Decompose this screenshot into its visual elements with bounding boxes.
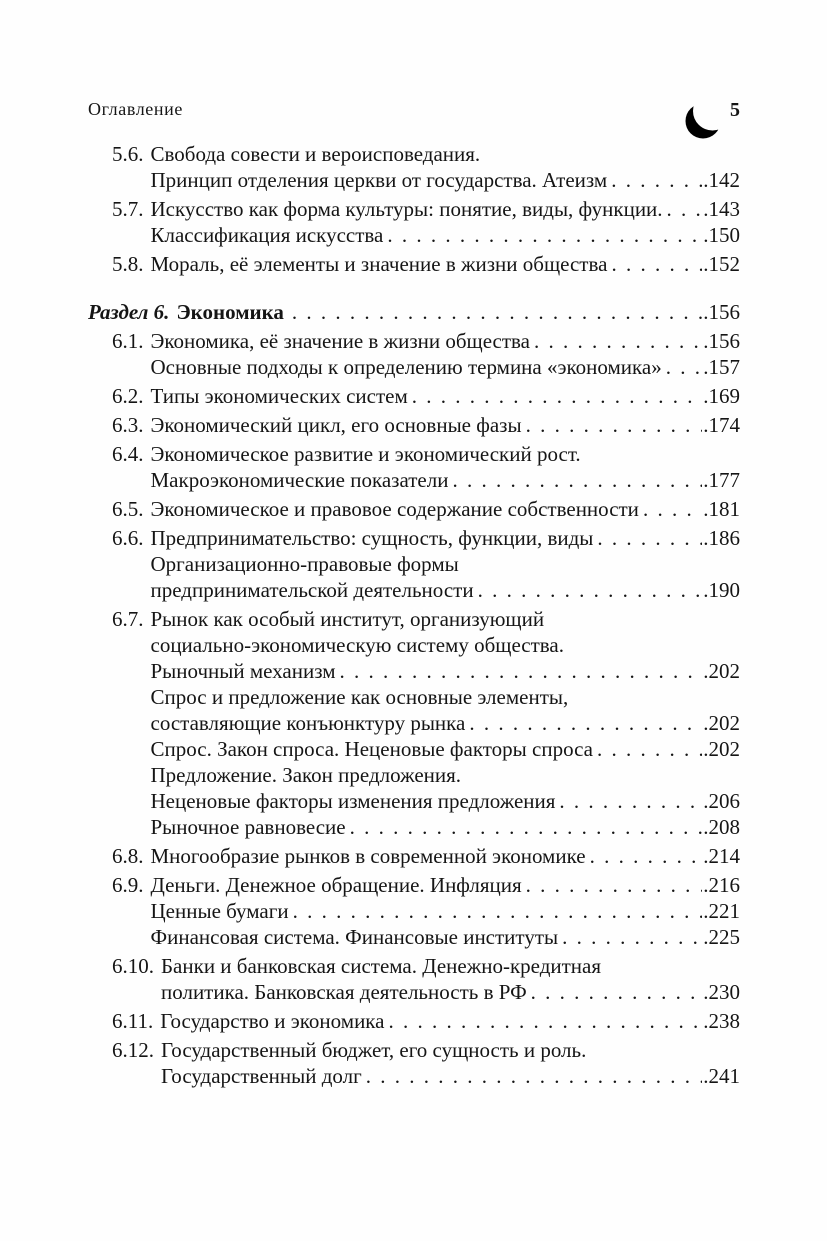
entry-page-number: . 152 bbox=[703, 251, 740, 277]
entry-number: 5.8. bbox=[112, 252, 144, 276]
dot-leader bbox=[562, 924, 702, 950]
entry-page-number: . 142 bbox=[703, 167, 740, 193]
entry-line-text: Типы экономических систем bbox=[150, 384, 408, 408]
entry-line bbox=[151, 251, 741, 277]
dot-leader bbox=[412, 383, 703, 409]
dot-leader bbox=[526, 872, 703, 898]
entry-page-number: . 202 bbox=[703, 710, 740, 736]
toc-section-entry bbox=[88, 299, 740, 325]
entry-line bbox=[151, 843, 741, 869]
entry-number: 6.4. bbox=[112, 442, 144, 466]
dot-leader bbox=[611, 167, 702, 193]
entry-number: 6.8. bbox=[112, 844, 144, 868]
entry-line bbox=[151, 222, 741, 248]
entry-line bbox=[160, 1008, 740, 1034]
entry-page-number: . 169 bbox=[703, 383, 740, 409]
entry-page-number: . 143 bbox=[703, 196, 740, 222]
entry-line bbox=[151, 814, 741, 840]
toc-entry bbox=[112, 196, 740, 248]
entry-line-text: Государство и экономика bbox=[160, 1009, 385, 1033]
entry-lines bbox=[161, 953, 740, 1005]
entry-line-text: Экономическое и правовое содержание собственности bbox=[150, 497, 639, 521]
entry-line bbox=[151, 684, 741, 710]
toc-entry bbox=[112, 496, 740, 522]
toc-entry bbox=[112, 843, 740, 869]
entry-line bbox=[151, 577, 741, 603]
entry-line bbox=[151, 551, 741, 577]
entry-line bbox=[151, 354, 741, 380]
entry-line bbox=[151, 467, 741, 493]
entry-line-text: Принцип отделения церкви от государства. Атеизм bbox=[150, 168, 608, 192]
entry-lines bbox=[151, 328, 741, 380]
dot-leader bbox=[590, 843, 703, 869]
toc-entry bbox=[112, 141, 740, 193]
entry-page-number: . 190 bbox=[703, 577, 740, 603]
entry-page-number: . 157 bbox=[703, 354, 740, 380]
entry-line bbox=[151, 328, 741, 354]
toc-entry bbox=[112, 872, 740, 950]
dot-leader bbox=[469, 710, 702, 736]
entry-line bbox=[151, 606, 741, 632]
entry-page-number: . 177 bbox=[703, 467, 740, 493]
entry-number: 6.9. bbox=[112, 873, 144, 897]
entry-line-text: предпринимательской деятельности bbox=[150, 578, 474, 602]
entry-number: 6.3. bbox=[112, 413, 144, 437]
toc-entry bbox=[112, 525, 740, 603]
entry-line bbox=[151, 441, 741, 467]
entry-number: 5.6. bbox=[112, 142, 144, 166]
entry-line-text: Экономика, её значение в жизни общества bbox=[150, 329, 530, 353]
entry-page-number: . 150 bbox=[703, 222, 740, 248]
entry-line bbox=[151, 525, 741, 551]
entry-line-text: Искусство как форма культуры: понятие, виды, функции. bbox=[150, 197, 663, 221]
entry-page-number: . 225 bbox=[703, 924, 740, 950]
entry-line bbox=[161, 953, 740, 979]
dot-leader bbox=[534, 328, 702, 354]
dot-leader bbox=[666, 354, 703, 380]
entry-lines bbox=[151, 441, 741, 493]
entry-line-text: составляющие конъюнктуру рынка bbox=[150, 711, 466, 735]
entry-line-text: Предложение. Закон предложения. bbox=[150, 763, 462, 787]
entry-line-text: Финансовая система. Финансовые институты bbox=[150, 925, 559, 949]
entry-line-text: Организационно-правовые формы bbox=[150, 552, 459, 576]
entry-page-number: . 238 bbox=[703, 1008, 740, 1034]
dot-leader bbox=[340, 658, 703, 684]
entry-line-text: Макроэкономические показатели bbox=[150, 468, 449, 492]
entry-page-number: . 216 bbox=[703, 872, 740, 898]
entry-page-number: . 202 bbox=[703, 736, 740, 762]
toc-entry bbox=[112, 328, 740, 380]
entry-line-text: Мораль, её элементы и значение в жизни общества bbox=[150, 252, 608, 276]
entry-lines bbox=[161, 1037, 740, 1089]
entry-page-number: . 156 bbox=[703, 299, 740, 325]
toc-entry bbox=[112, 953, 740, 1005]
entry-line bbox=[161, 979, 740, 1005]
entry-number: 6.10. bbox=[112, 954, 154, 978]
dot-leader bbox=[366, 1063, 703, 1089]
entry-number: 6.5. bbox=[112, 497, 144, 521]
entry-line-text: Основные подходы к определению термина «экономика» bbox=[150, 355, 662, 379]
toc-entry bbox=[112, 383, 740, 409]
dot-leader bbox=[559, 788, 702, 814]
dot-leader bbox=[643, 496, 702, 522]
entry-page-number: . 221 bbox=[703, 898, 740, 924]
entry-line bbox=[151, 898, 741, 924]
entry-line-text: Предпринимательство: сущность, функции, виды bbox=[150, 526, 594, 550]
entry-line-text: Спрос. Закон спроса. Неценовые факторы спроса bbox=[150, 737, 594, 761]
entry-line bbox=[151, 658, 741, 684]
toc bbox=[88, 141, 740, 1089]
toc-entry bbox=[112, 251, 740, 277]
entry-number: 6.1. bbox=[112, 329, 144, 353]
entry-line-text: Неценовые факторы изменения предложения bbox=[150, 789, 556, 813]
entry-page-number: . 156 bbox=[703, 328, 740, 354]
entry-line-text: Экономический цикл, его основные фазы bbox=[150, 413, 522, 437]
entry-line bbox=[151, 924, 741, 950]
entry-line-text: Ценные бумаги bbox=[150, 899, 289, 923]
dot-leader bbox=[292, 299, 702, 325]
toc-entry bbox=[112, 1037, 740, 1089]
entry-page-number: . 230 bbox=[703, 979, 740, 1005]
entry-line bbox=[151, 141, 741, 167]
entry-line bbox=[151, 412, 741, 438]
entry-lines bbox=[151, 412, 741, 438]
toc-entry bbox=[112, 1008, 740, 1034]
dot-leader bbox=[452, 467, 702, 493]
section-number: Раздел 6. bbox=[88, 300, 170, 324]
dot-leader bbox=[389, 1008, 703, 1034]
crescent-moon-icon bbox=[685, 92, 725, 144]
dot-leader bbox=[597, 525, 702, 551]
entry-lines bbox=[151, 606, 741, 840]
entry-lines bbox=[151, 872, 741, 950]
entry-number: 6.6. bbox=[112, 526, 144, 550]
entry-number: 5.7. bbox=[112, 197, 144, 221]
section-title: Экономика bbox=[176, 300, 284, 324]
running-head-title: Оглавление bbox=[88, 99, 183, 119]
dot-leader bbox=[293, 898, 703, 924]
dot-leader bbox=[611, 251, 702, 277]
entry-page-number: . 208 bbox=[703, 814, 740, 840]
entry-line bbox=[161, 1037, 740, 1063]
dot-leader bbox=[478, 577, 703, 603]
entry-line-text: политика. Банковская деятельность в РФ bbox=[161, 980, 527, 1004]
toc-entry bbox=[112, 412, 740, 438]
entry-page-number: . 181 bbox=[703, 496, 740, 522]
dot-leader bbox=[667, 196, 703, 222]
toc-entry bbox=[112, 441, 740, 493]
dot-leader bbox=[350, 814, 703, 840]
entry-line-text: Экономическое развитие и экономический рост. bbox=[150, 442, 581, 466]
entry-line bbox=[151, 167, 741, 193]
entry-line-text: Спрос и предложение как основные элементы, bbox=[150, 685, 569, 709]
entry-line-text: Свобода совести и вероисповедания. bbox=[150, 142, 481, 166]
entry-page-number: . 241 bbox=[703, 1063, 740, 1089]
entry-page-number: . 214 bbox=[703, 843, 740, 869]
entry-lines bbox=[151, 843, 741, 869]
entry-line bbox=[151, 872, 741, 898]
entry-lines bbox=[151, 141, 741, 193]
entry-page-number: . 174 bbox=[703, 412, 740, 438]
entry-line-text: Государственный долг bbox=[161, 1064, 362, 1088]
entry-line-text: Рыночное равновесие bbox=[150, 815, 346, 839]
entry-lines bbox=[160, 1008, 740, 1034]
entry-line bbox=[151, 383, 741, 409]
entry-line bbox=[161, 1063, 740, 1089]
entry-line bbox=[151, 710, 741, 736]
entry-number: 6.7. bbox=[112, 607, 144, 631]
entry-number: 6.2. bbox=[112, 384, 144, 408]
entry-line bbox=[151, 762, 741, 788]
entry-line-text: Банки и банковская система. Денежно-кредитная bbox=[161, 954, 602, 978]
entry-line-text: Рыночный механизм bbox=[150, 659, 336, 683]
entry-line-text: социально-экономическую систему общества. bbox=[150, 633, 564, 657]
entry-page-number: . 186 bbox=[703, 525, 740, 551]
entry-lines bbox=[151, 496, 741, 522]
entry-line-text: Государственный бюджет, его сущность и роль. bbox=[161, 1038, 587, 1062]
entry-page-number: . 202 bbox=[703, 658, 740, 684]
entry-line-text: Классификация искусства bbox=[150, 223, 384, 247]
entry-page-number: . 206 bbox=[703, 788, 740, 814]
entry-lines bbox=[151, 251, 741, 277]
dot-leader bbox=[526, 412, 703, 438]
entry-line bbox=[151, 736, 741, 762]
entry-line bbox=[151, 788, 741, 814]
entry-lines bbox=[151, 196, 741, 248]
entry-line bbox=[151, 496, 741, 522]
entry-lines bbox=[151, 383, 741, 409]
entry-number: 6.11. bbox=[112, 1009, 154, 1033]
page-number: 5 bbox=[730, 99, 740, 121]
entry-line-text: Деньги. Денежное обращение. Инфляция bbox=[150, 873, 522, 897]
entry-line-text: Многообразие рынков в современной экономике bbox=[150, 844, 586, 868]
dot-leader bbox=[531, 979, 703, 1005]
toc-entry bbox=[112, 606, 740, 840]
entry-line bbox=[151, 632, 741, 658]
entry-line-text: Рынок как особый институт, организующий bbox=[150, 607, 545, 631]
dot-leader bbox=[597, 736, 702, 762]
entry-lines bbox=[151, 525, 741, 603]
entry-number: 6.12. bbox=[112, 1038, 154, 1062]
entry-line bbox=[151, 196, 741, 222]
dot-leader bbox=[387, 222, 702, 248]
